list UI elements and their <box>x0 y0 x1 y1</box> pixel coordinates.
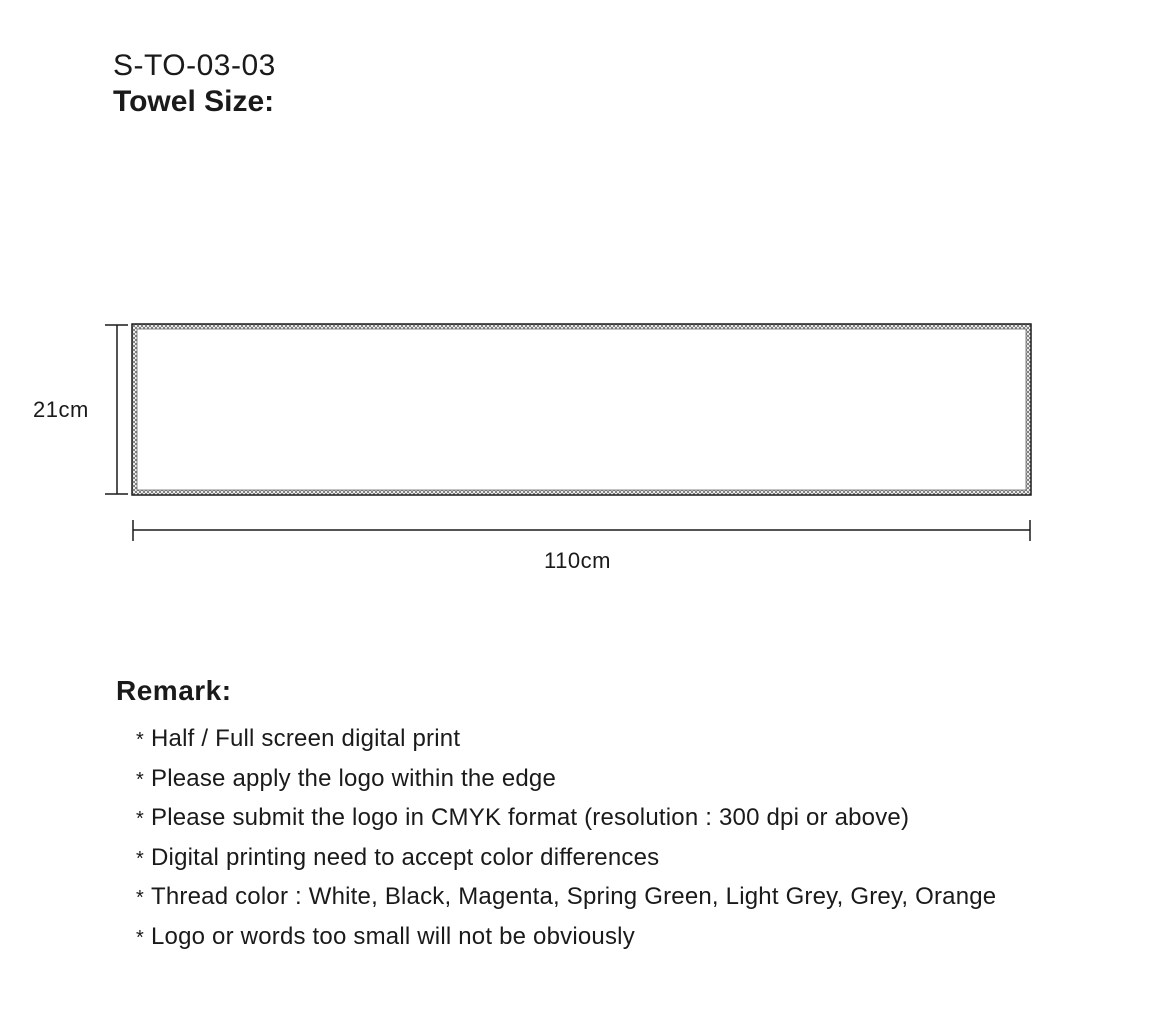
remark-item-print <box>136 720 996 760</box>
height-dimension-line <box>105 325 128 494</box>
towel-size-heading: Towel Size: <box>113 85 275 118</box>
towel-inner-area <box>137 329 1026 490</box>
bullet-icon: * <box>136 926 144 949</box>
remark-item-small-logo <box>136 918 996 958</box>
width-label: 110cm <box>544 548 611 573</box>
remark-item-logo-edge <box>136 760 996 800</box>
remark-item-cmyk <box>136 799 996 839</box>
bullet-icon: * <box>136 887 144 910</box>
bullet-icon: * <box>136 808 144 831</box>
bullet-icon: * <box>136 847 144 870</box>
bullet-icon: * <box>136 768 144 791</box>
product-code: S-TO-03-03 <box>113 49 276 82</box>
remark-title: Remark: <box>116 675 232 706</box>
remark-item-thread-color <box>136 878 996 918</box>
remark-text: Digital printing need to accept color differences <box>151 843 660 871</box>
remark-item-color-diff <box>136 839 996 879</box>
remark-text: Logo or words too small will not be obviously <box>151 922 635 950</box>
remark-text: Please submit the logo in CMYK format (resolution : 300 dpi or above) <box>151 804 910 832</box>
remark-text: Thread color : White, Black, Magenta, Spring Green, Light Grey, Grey, Orange <box>151 883 997 911</box>
width-dimension-line <box>133 520 1030 541</box>
bullet-icon: * <box>136 729 144 751</box>
remark-list <box>136 720 996 958</box>
height-label: 21cm <box>33 397 89 422</box>
remark-text: Half / Full screen digital print <box>151 725 461 752</box>
remark-text: Please apply the logo within the edge <box>151 764 557 792</box>
